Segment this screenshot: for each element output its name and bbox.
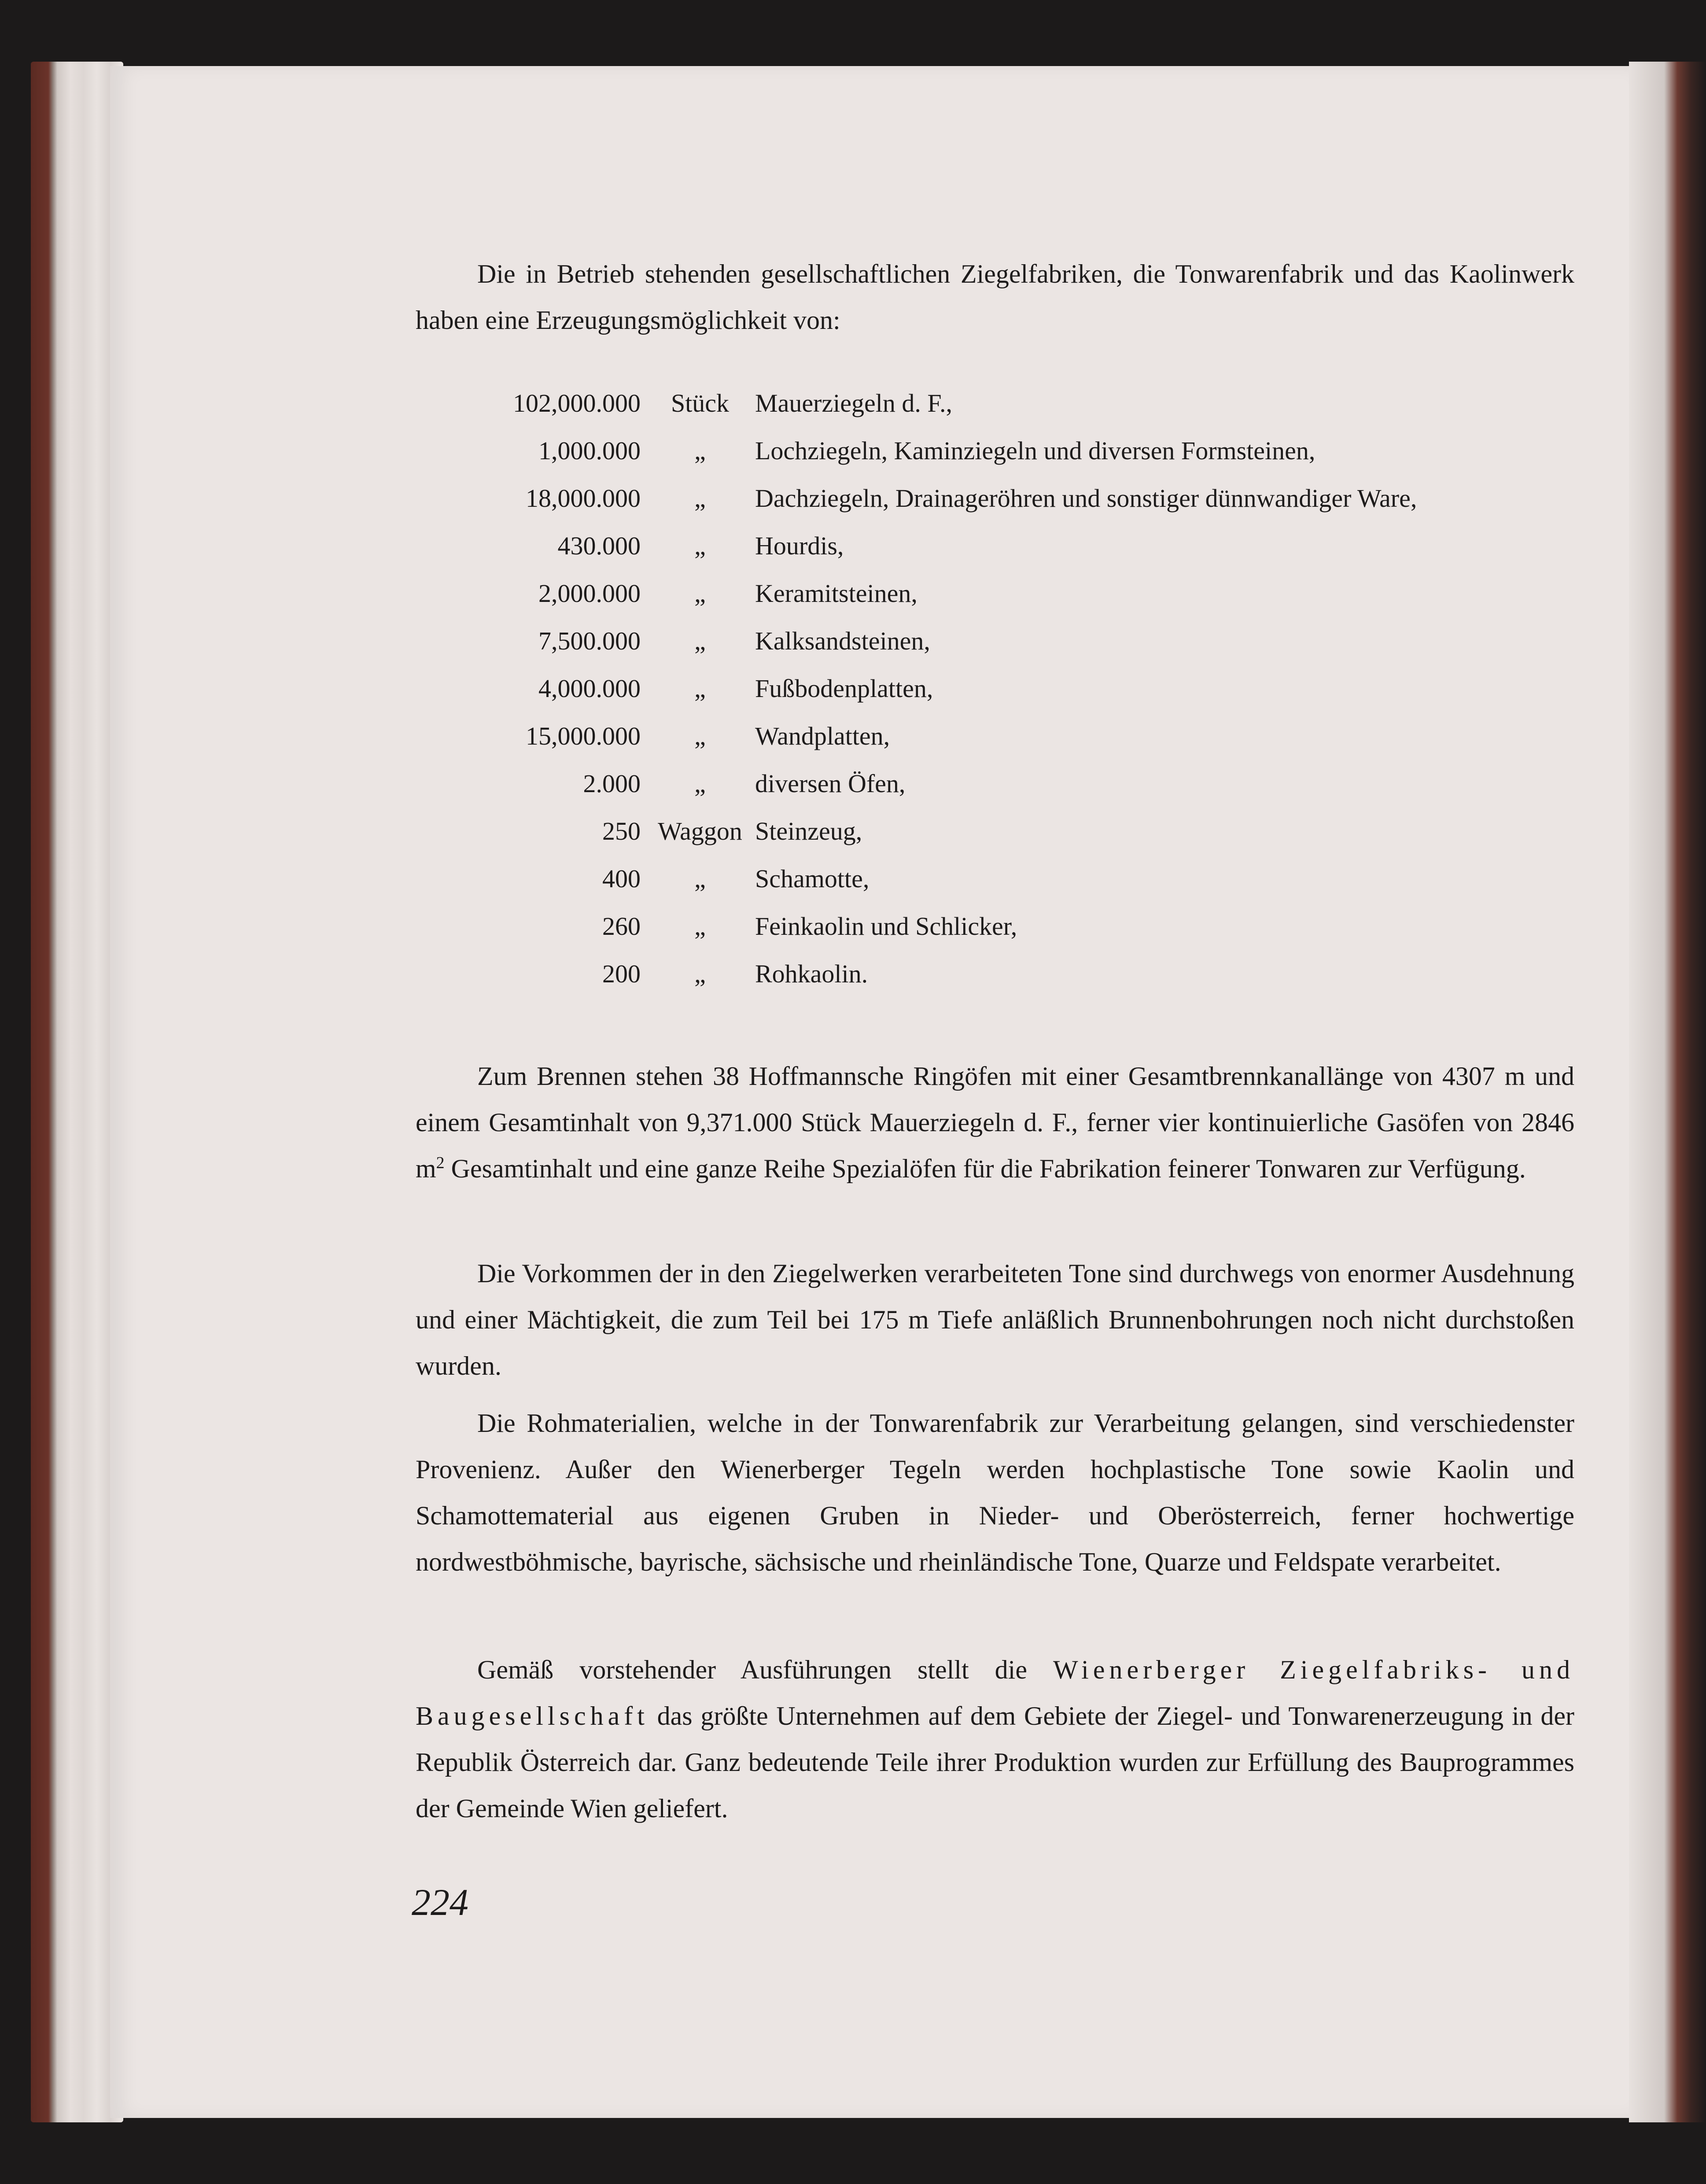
quantity-row [440, 427, 1585, 475]
quantity-unit: „ [694, 484, 706, 513]
deposits-text: Die Vorkommen der in den Ziegelwerken verarbeiteten Tone sind durchwegs von enormer Ausdehnung und einer Mächtigkeit, die zum Teil bei 175 m Tiefe anläßlich Brunnenbohrungen noch nicht durchstoßen wurden. [416, 1259, 1574, 1380]
quantity-amount: 18,000.000 [526, 484, 641, 513]
materials-text: Die Rohmaterialien, welche in der Tonwarenfabrik zur Verarbeitung gelangen, sind verschiedenster Provenienz. Außer den Wienerberger Tegeln werden hochplastische Tone sowie Kaolin und Schamottematerial aus eigenen Gruben in Nieder- und Oberösterreich, ferner hochwertige nordwestböhmische, bayrische, sächsische und rheinländische Tone, Quarze und Feldspate verarbeitet. [416, 1409, 1574, 1576]
quantity-row [440, 808, 1585, 855]
conclusion-text-end: das größte Unternehmen auf dem Gebiete der Ziegel- und Tonwarenerzeugung in der Republik Österreich dar. Ganz bedeutende Teile ihrer Produktion wurden zur Erfüllung des Bauprogrammes der Gemeinde Wien geliefert. [416, 1701, 1574, 1823]
quantity-unit: Stück [671, 389, 730, 417]
quantity-item: Hourdis, [755, 531, 844, 560]
quantity-item: Kalksandsteinen, [755, 627, 930, 655]
quantity-unit: „ [694, 627, 706, 655]
quantity-row [440, 380, 1585, 427]
quantity-item: Steinzeug, [755, 817, 862, 845]
quantity-unit: „ [694, 674, 706, 703]
quantity-unit: Waggon [658, 817, 742, 845]
quantity-row [440, 570, 1585, 617]
quantity-item: Fußbodenplatten, [755, 674, 933, 703]
quantity-unit: „ [694, 436, 706, 465]
intro-paragraph [416, 251, 1574, 343]
quantity-row [440, 665, 1585, 712]
quantity-item: Dachziegeln, Drainageröhren und sonstiger dünnwandiger Ware, [755, 484, 1417, 513]
quantity-row [440, 760, 1585, 808]
quantity-item: diversen Öfen, [755, 769, 906, 798]
quantity-row [440, 522, 1585, 570]
quantity-item: Keramitsteinen, [755, 579, 917, 608]
quantity-amount: 2.000 [583, 769, 641, 798]
square-superscript: 2 [436, 1154, 445, 1172]
quantity-unit: „ [694, 769, 706, 798]
quantity-unit: „ [694, 959, 706, 988]
quantity-unit: „ [694, 722, 706, 750]
quantity-item: Mauerziegeln d. F., [755, 389, 952, 417]
quantity-amount: 430.000 [557, 531, 641, 560]
quantity-amount: 2,000.000 [538, 579, 641, 608]
quantity-amount: 250 [602, 817, 641, 845]
deposits-paragraph [416, 1251, 1574, 1389]
quantity-amount: 102,000.000 [513, 389, 641, 417]
quantity-row [440, 950, 1585, 998]
kilns-text-end: Gesamtinhalt und eine ganze Reihe Spezialöfen für die Fabrikation feinerer Tonwaren zur Verfügung. [444, 1154, 1526, 1183]
quantity-row [440, 712, 1585, 760]
materials-paragraph [416, 1400, 1574, 1585]
quantity-amount: 4,000.000 [538, 674, 641, 703]
conclusion-text: Gemäß vorstehender Ausführungen stellt die [477, 1655, 1053, 1684]
quantity-item: Feinkaolin und Schlicker, [755, 912, 1017, 941]
book-right-edge [1629, 62, 1706, 2122]
quantity-item: Rohkaolin. [755, 959, 868, 988]
quantity-unit: „ [694, 912, 706, 941]
quantity-amount: 400 [602, 864, 641, 893]
quantity-amount: 15,000.000 [526, 722, 641, 750]
quantity-row [440, 617, 1585, 665]
page-number: 224 [412, 1881, 468, 1923]
book-left-edge [31, 62, 123, 2122]
quantity-amount: 200 [602, 959, 641, 988]
quantity-unit: „ [694, 864, 706, 893]
quantity-unit: „ [694, 531, 706, 560]
quantity-amount: 1,000.000 [538, 436, 641, 465]
intro-text: Die in Betrieb stehenden gesellschaftlichen Ziegelfabriken, die Tonwarenfabrik und das Kaolinwerk haben eine Erzeugungsmöglichkeit von: [416, 259, 1574, 335]
quantity-row [440, 855, 1585, 903]
kilns-paragraph [416, 1053, 1574, 1192]
quantity-amount: 7,500.000 [538, 627, 641, 655]
company-name: Wienerberger Ziegelfabriks- und Baugesellschaft [416, 1655, 1575, 1730]
conclusion-paragraph [416, 1647, 1574, 1832]
quantity-item: Schamotte, [755, 864, 870, 893]
quantity-row [440, 475, 1585, 522]
quantity-item: Lochziegeln, Kaminziegeln und diversen Formsteinen, [755, 436, 1315, 465]
quantity-item: Wandplatten, [755, 722, 890, 750]
kilns-text: Zum Brennen stehen 38 Hoffmannsche Ringöfen mit einer Gesamtbrennkanallänge von 4307 m und einem Gesamtinhalt von 9,371.000 Stück Mauerziegeln d. F., ferner vier kontinuierliche Gasöfen von 2846 m [416, 1062, 1574, 1183]
quantity-amount: 260 [602, 912, 641, 941]
quantity-row [440, 903, 1585, 950]
quantity-unit: „ [694, 579, 706, 608]
